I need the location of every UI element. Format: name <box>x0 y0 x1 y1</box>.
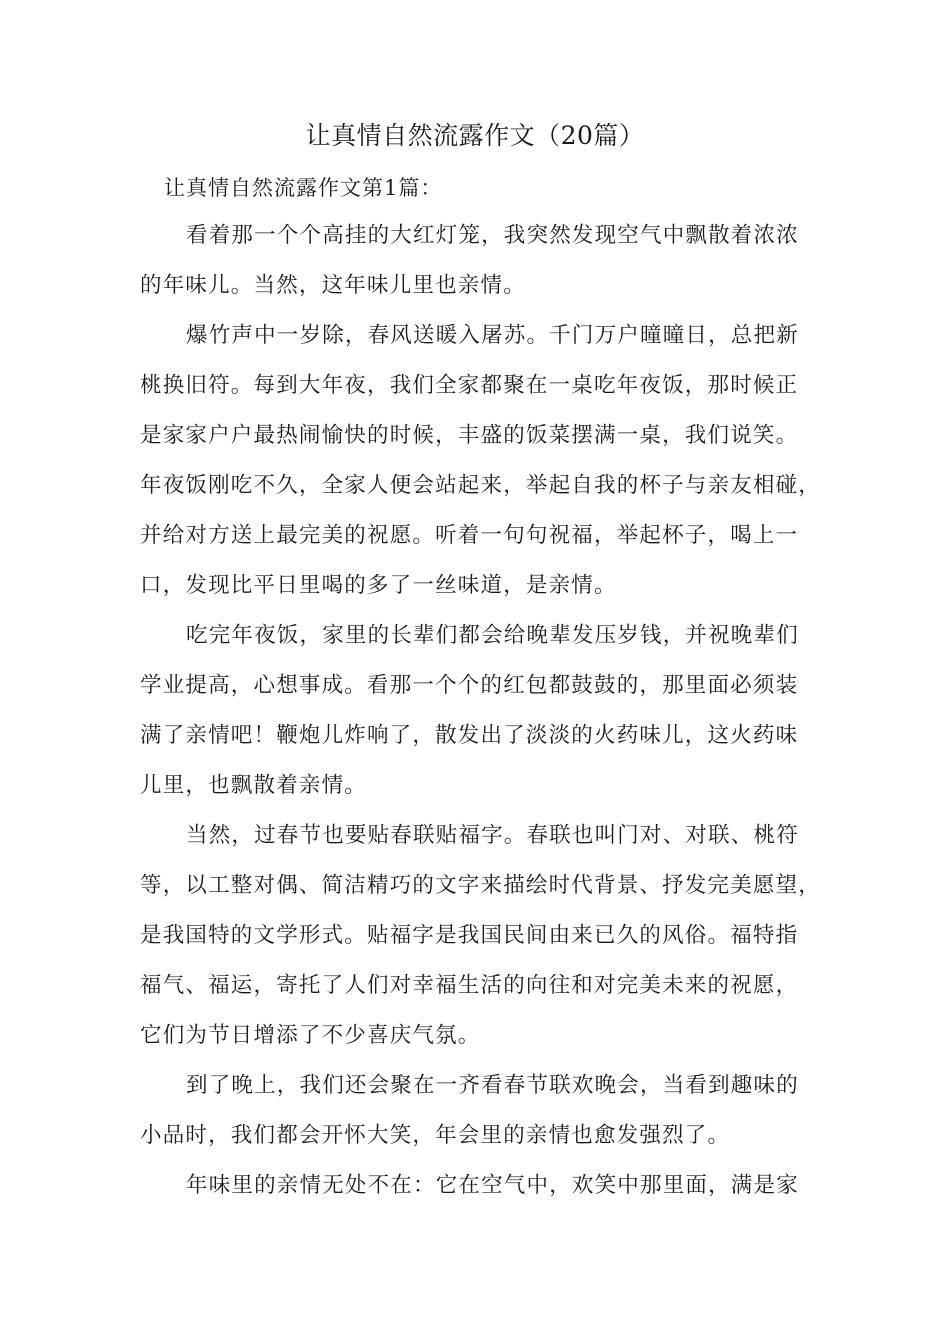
paragraph-line: 的年味儿。当然，这年味儿里也亲情。 <box>140 273 526 298</box>
paragraph-line: 满了亲情吧！鞭炮儿炸响了，散发出了淡淡的火药味儿，这火药味 <box>140 723 799 748</box>
paragraph-line: 它们为节日增添了不少喜庆气氛。 <box>140 1023 481 1048</box>
paragraph-line: 小品时，我们都会开怀大笑，年会里的亲情也愈发强烈了。 <box>140 1123 731 1148</box>
paragraph-line: 看着那一个个高挂的大红灯笼，我突然发现空气中飘散着浓浓 <box>186 223 799 248</box>
paragraph-line: 等，以工整对偶、简洁精巧的文字来描绘时代背景、抒发完美愿望， <box>140 873 822 898</box>
section-heading: 让真情自然流露作文第1篇： <box>164 176 443 200</box>
paragraph-line: 并给对方送上最完美的祝愿。听着一句句祝福，举起杯子，喝上一 <box>140 523 799 548</box>
paragraph-line: 当然，过春节也要贴春联贴福字。春联也叫门对、对联、桃符 <box>186 823 799 848</box>
paragraph-line: 桃换旧符。每到大年夜，我们全家都聚在一桌吃年夜饭，那时候正 <box>140 373 799 398</box>
paragraph-line: 是我国特的文学形式。贴福字是我国民间由来已久的风俗。福特指 <box>140 923 799 948</box>
paragraph-line: 吃完年夜饭，家里的长辈们都会给晚辈发压岁钱，并祝晚辈们 <box>186 623 799 648</box>
paragraph-line: 年夜饭刚吃不久，全家人便会站起来，举起自我的杯子与亲友相碰， <box>140 473 822 498</box>
paragraph-line: 到了晚上，我们还会聚在一齐看春节联欢晚会，当看到趣味的 <box>186 1073 799 1098</box>
paragraph-line: 爆竹声中一岁除，春风送暖入屠苏。千门万户曈曈日，总把新 <box>186 323 799 348</box>
paragraph-line: 儿里，也飘散着亲情。 <box>140 773 368 798</box>
paragraph-line: 年味里的亲情无处不在：它在空气中，欢笑中那里面，满是家 <box>186 1173 799 1198</box>
paragraph-line: 学业提高，心想事成。看那一个个的红包都鼓鼓的，那里面必须装 <box>140 673 799 698</box>
paragraph-line: 口，发现比平日里喝的多了一丝味道，是亲情。 <box>140 573 617 598</box>
paragraph-line: 福气、福运，寄托了人们对幸福生活的向往和对完美未来的祝愿， <box>140 973 799 998</box>
document-title: 让真情自然流露作文（20篇） <box>305 121 645 150</box>
paragraph-line: 是家家户户最热闹愉快的时候，丰盛的饭菜摆满一桌，我们说笑。 <box>140 423 799 448</box>
